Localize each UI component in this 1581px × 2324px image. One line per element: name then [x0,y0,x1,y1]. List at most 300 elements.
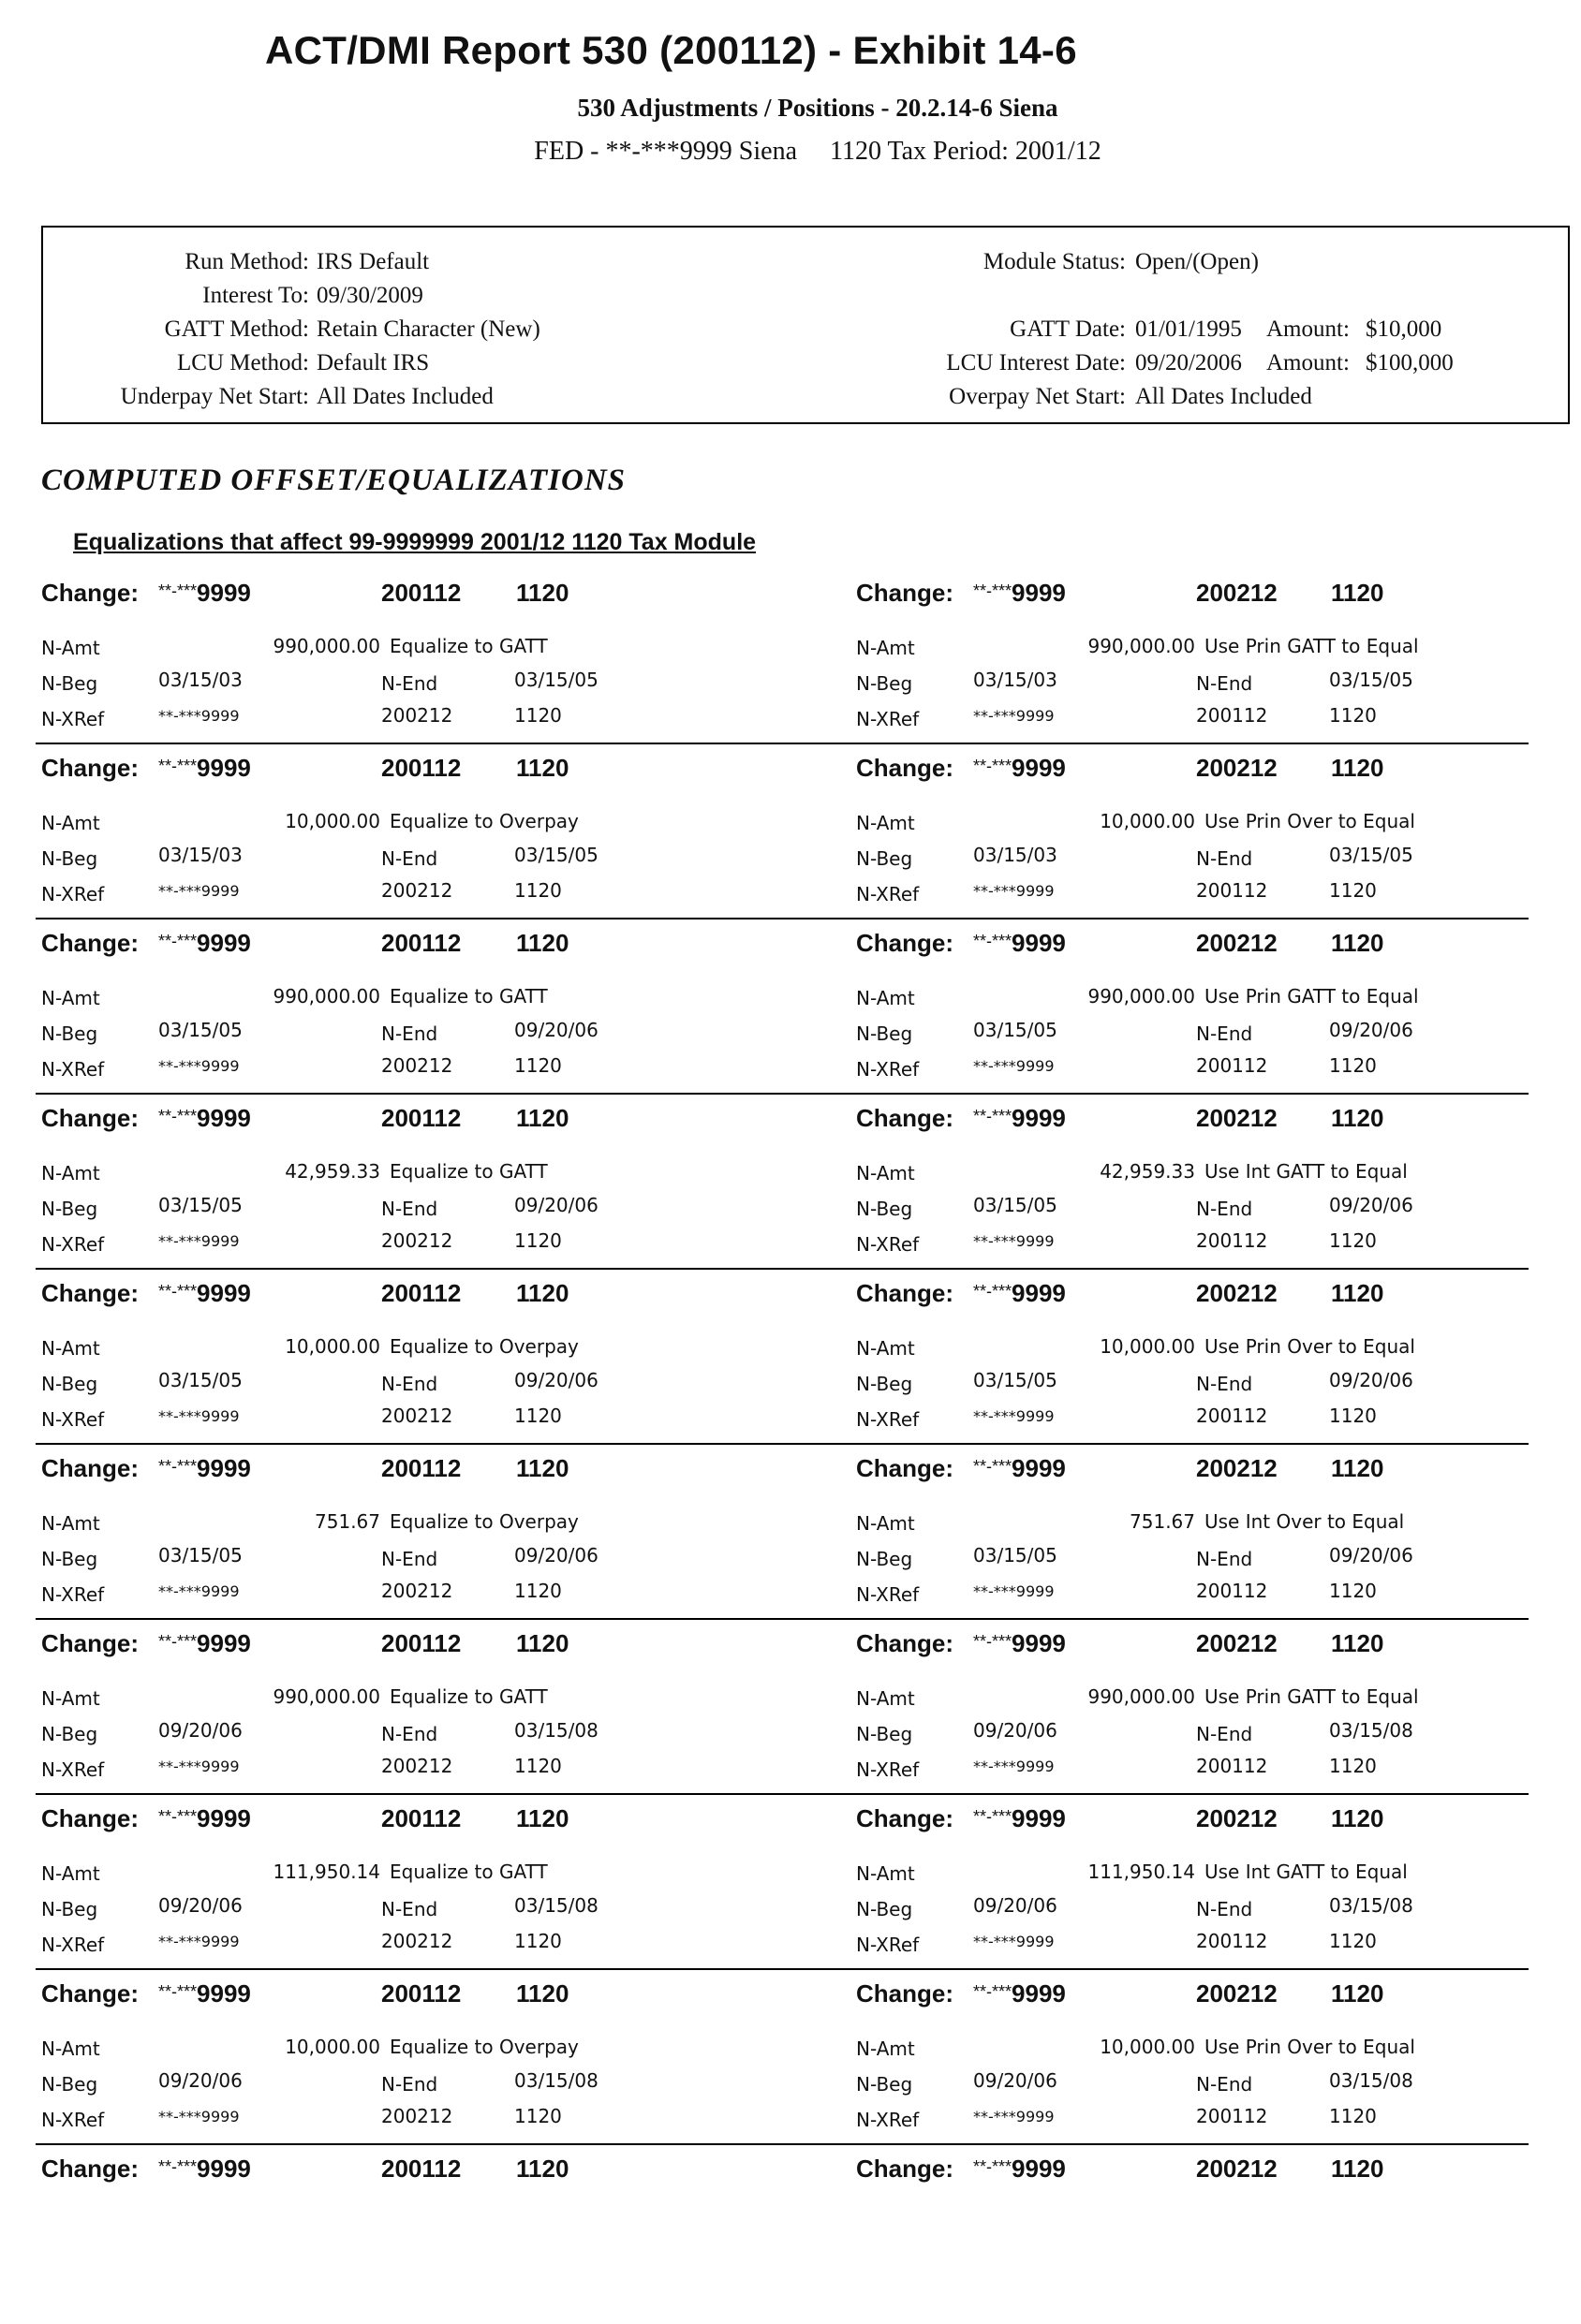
n-end-label: N-End [381,672,438,695]
change-period: 200212 [1196,1629,1278,1657]
n-beg-value: 03/15/05 [158,1369,243,1391]
change-period: 200212 [1196,1279,1278,1307]
n-beg-value: 09/20/06 [973,2069,1057,2092]
n-xref-tin: **-***9999 [158,1933,240,1950]
n-xref-period: 200212 [381,1229,453,1252]
n-end-label: N-End [381,1373,438,1395]
n-end-label: N-End [1196,1022,1253,1045]
n-beg-label: N-Beg [41,1022,98,1045]
n-end-value: 03/15/05 [1329,669,1413,691]
change-period: 200212 [1196,1454,1278,1482]
n-beg-value: 09/20/06 [158,1894,243,1917]
change-label: Change: [856,1104,953,1132]
n-end-value: 09/20/06 [514,1369,598,1391]
n-end-label: N-End [381,1198,438,1220]
change-period: 200112 [381,929,462,957]
tin-digits: 9999 [1012,579,1066,607]
n-amt-description: Use Int GATT to Equal [1204,1160,1408,1183]
tin-mask: **-*** [158,2157,198,2176]
n-beg-value: 03/15/05 [973,1194,1057,1216]
change-label: Change: [41,1804,139,1832]
change-period: 200112 [381,2155,462,2183]
n-end-value: 03/15/08 [514,1719,598,1742]
n-xref-form: 1120 [1329,879,1377,902]
n-end-value: 03/15/08 [1329,1894,1413,1917]
block-divider [36,918,1529,919]
change-left [41,1624,828,1799]
n-beg-label: N-Beg [856,1373,913,1395]
change-tin [973,1629,1066,1658]
n-xref-period: 200212 [381,1930,453,1952]
n-xref-period: 200212 [381,2105,453,2127]
change-right [856,573,1581,748]
n-beg-label: N-Beg [856,1548,913,1570]
equalization-block [0,1974,1581,2149]
n-beg-label: N-Beg [41,1198,98,1220]
n-amt-label: N-Amt [856,1512,915,1535]
n-amt-label: N-Amt [856,637,915,659]
n-amt-description: Equalize to Overpay [390,1510,579,1533]
interest-to-value: 09/30/2009 [317,283,423,308]
n-amt-description: Equalize to GATT [390,985,548,1008]
change-right [856,923,1581,1098]
change-tin [158,1804,251,1833]
overpay-value: All Dates Included [1135,384,1312,409]
change-label: Change: [856,1454,953,1482]
tin-mask: **-*** [158,1457,198,1476]
equalization-block [0,1799,1581,1974]
n-xref-period: 200212 [381,1580,453,1602]
change-right [856,1624,1581,1799]
n-amt-description: Use Prin Over to Equal [1204,1335,1415,1358]
n-xref-period: 200212 [381,1755,453,1777]
equalization-block [0,1624,1581,1799]
n-end-label: N-End [381,1723,438,1745]
n-amt-value: 990,000.00 [1087,985,1195,1008]
n-xref-label: N-XRef [856,2109,920,2131]
equalization-block [0,1098,1581,1273]
n-beg-value: 03/15/03 [973,844,1057,866]
tin-digits: 9999 [1012,929,1066,957]
n-amt-description: Equalize to GATT [390,1685,548,1708]
n-end-value: 09/20/06 [1329,1369,1413,1391]
lcu-amount-value: $100,000 [1366,350,1454,375]
n-xref-label: N-XRef [41,708,105,730]
n-amt-label: N-Amt [41,1512,100,1535]
n-xref-period: 200112 [1196,704,1268,727]
n-xref-tin: **-***9999 [973,1407,1055,1425]
n-xref-form: 1120 [1329,2105,1377,2127]
tin-digits: 9999 [1012,1629,1066,1657]
change-form: 1120 [1331,1979,1384,2008]
change-left [41,2149,828,2324]
tin-mask: **-*** [973,932,1012,950]
change-tin [973,1454,1066,1483]
lcu-date-label: LCU Interest Date: [946,350,1126,375]
n-xref-form: 1120 [1329,1229,1377,1252]
change-form: 1120 [516,929,569,957]
n-xref-form: 1120 [514,704,562,727]
n-end-label: N-End [1196,1198,1253,1220]
n-xref-label: N-XRef [856,1233,920,1256]
lcu-date-value: 09/20/2006 [1135,350,1242,375]
n-amt-description: Use Prin Over to Equal [1204,810,1415,832]
change-form: 1120 [516,2155,569,2183]
change-left [41,1273,828,1449]
block-divider [36,1793,1529,1795]
block-divider [36,1093,1529,1095]
lcu-method-label: LCU Method: [177,350,309,375]
n-xref-tin: **-***9999 [973,1057,1055,1075]
n-end-value: 03/15/05 [514,844,598,866]
change-left [41,923,828,1098]
n-xref-period: 200212 [381,879,453,902]
n-xref-label: N-XRef [41,1233,105,1256]
n-amt-label: N-Amt [41,1687,100,1710]
n-end-value: 09/20/06 [1329,1194,1413,1216]
change-right [856,1974,1581,2149]
change-form: 1120 [1331,1454,1384,1482]
n-amt-value: 42,959.33 [285,1160,380,1183]
change-label: Change: [41,1104,139,1132]
n-xref-tin: **-***9999 [973,1758,1055,1775]
tin-mask: **-*** [973,1282,1012,1301]
n-xref-tin: **-***9999 [158,1407,240,1425]
tin-digits: 9999 [197,2155,251,2183]
n-xref-tin: **-***9999 [158,1582,240,1600]
change-period: 200212 [1196,2155,1278,2183]
n-beg-value: 09/20/06 [973,1894,1057,1917]
change-label: Change: [856,754,953,782]
n-end-value: 09/20/06 [1329,1544,1413,1566]
n-end-value: 09/20/06 [514,1194,598,1216]
n-end-label: N-End [1196,2073,1253,2096]
n-amt-value: 751.67 [1130,1510,1195,1533]
n-xref-label: N-XRef [41,1058,105,1081]
n-xref-tin: **-***9999 [158,707,240,725]
change-left [41,748,828,923]
gatt-method-value: Retain Character (New) [317,316,540,342]
n-beg-value: 09/20/06 [158,1719,243,1742]
n-amt-label: N-Amt [41,1162,100,1184]
n-amt-value: 10,000.00 [285,1335,380,1358]
n-end-label: N-End [1196,847,1253,870]
change-label: Change: [856,1804,953,1832]
tin-digits: 9999 [1012,2155,1066,2183]
run-parameters-box [41,226,1570,424]
n-amt-label: N-Amt [41,812,100,834]
change-right [856,1273,1581,1449]
change-tin [158,1454,251,1483]
n-beg-label: N-Beg [41,847,98,870]
n-xref-form: 1120 [1329,1405,1377,1427]
change-label: Change: [856,1629,953,1657]
overpay-label: Overpay Net Start: [949,384,1126,409]
equalization-block [0,748,1581,923]
n-beg-value: 03/15/03 [158,669,243,691]
change-period: 200212 [1196,1979,1278,2008]
n-beg-value: 03/15/03 [973,669,1057,691]
change-form: 1120 [1331,1279,1384,1307]
change-label: Change: [856,2155,953,2183]
report-title: ACT/DMI Report 530 (200112) - Exhibit 14-6 [265,28,1077,72]
equalization-block [0,573,1581,748]
n-xref-tin: **-***9999 [158,882,240,900]
change-tin [158,1104,251,1133]
n-xref-label: N-XRef [41,1583,105,1606]
n-end-label: N-End [1196,1898,1253,1920]
tin-digits: 9999 [197,1629,251,1657]
change-form: 1120 [1331,929,1384,957]
n-amt-description: Equalize to Overpay [390,2036,579,2058]
change-form: 1120 [1331,1104,1384,1132]
gatt-method-label: GATT Method: [164,316,309,342]
change-label: Change: [41,754,139,782]
tin-mask: **-*** [158,581,198,600]
n-end-value: 03/15/05 [514,669,598,691]
change-form: 1120 [516,579,569,607]
change-label: Change: [856,929,953,957]
n-end-label: N-End [381,847,438,870]
n-end-label: N-End [1196,1373,1253,1395]
change-period: 200112 [381,1104,462,1132]
n-end-value: 03/15/05 [1329,844,1413,866]
n-end-label: N-End [381,1898,438,1920]
n-amt-value: 751.67 [315,1510,380,1533]
section-heading: COMPUTED OFFSET/EQUALIZATIONS [41,463,627,497]
tin-mask: **-*** [973,757,1012,775]
n-xref-form: 1120 [514,1405,562,1427]
n-xref-tin: **-***9999 [158,2108,240,2125]
change-period: 200112 [381,579,462,607]
n-xref-label: N-XRef [856,1408,920,1431]
change-right [856,748,1581,923]
n-end-label: N-End [1196,1723,1253,1745]
change-label: Change: [856,579,953,607]
change-tin [973,754,1066,783]
n-beg-label: N-Beg [856,672,913,695]
n-amt-value: 990,000.00 [273,635,380,657]
n-beg-label: N-Beg [41,1548,98,1570]
equalization-block [0,1273,1581,1449]
change-form: 1120 [1331,579,1384,607]
n-amt-value: 10,000.00 [1100,2036,1195,2058]
n-amt-value: 111,950.14 [1087,1861,1195,1883]
n-beg-label: N-Beg [41,1373,98,1395]
block-divider [36,1968,1529,1970]
n-xref-tin: **-***9999 [158,1057,240,1075]
tin-mask: **-*** [158,1107,198,1125]
n-amt-description: Use Prin GATT to Equal [1204,1685,1419,1708]
tin-digits: 9999 [1012,1279,1066,1307]
tin-digits: 9999 [1012,1104,1066,1132]
change-form: 1120 [516,1979,569,2008]
n-beg-label: N-Beg [856,1198,913,1220]
n-xref-form: 1120 [514,1580,562,1602]
n-xref-tin: **-***9999 [158,1758,240,1775]
n-beg-value: 03/15/05 [973,1019,1057,1041]
n-xref-tin: **-***9999 [973,1933,1055,1950]
n-xref-period: 200112 [1196,1930,1268,1952]
equalization-subheading: Equalizations that affect 99-9999999 2001/12 1120 Tax Module [73,529,757,555]
n-beg-label: N-Beg [856,2073,913,2096]
change-tin [973,1804,1066,1833]
tin-digits: 9999 [197,929,251,957]
n-xref-tin: **-***9999 [973,2108,1055,2125]
change-period: 200212 [1196,1804,1278,1832]
change-form: 1120 [1331,1629,1384,1657]
change-label: Change: [41,1454,139,1482]
block-divider [36,743,1529,744]
n-amt-label: N-Amt [856,812,915,834]
n-beg-value: 03/15/05 [158,1544,243,1566]
n-amt-label: N-Amt [856,2037,915,2060]
n-beg-label: N-Beg [856,1898,913,1920]
lcu-amount-label: Amount: [1266,350,1350,375]
gatt-amount-label: Amount: [1266,316,1350,342]
change-form: 1120 [1331,2155,1384,2183]
run-method-value: IRS Default [317,249,430,274]
n-xref-form: 1120 [1329,704,1377,727]
n-amt-value: 10,000.00 [285,2036,380,2058]
tin-mask: **-*** [158,932,198,950]
n-beg-value: 03/15/05 [158,1019,243,1041]
block-divider [36,1618,1529,1620]
change-tin [158,1979,251,2008]
n-end-label: N-End [381,1022,438,1045]
change-period: 200112 [381,1629,462,1657]
n-beg-label: N-Beg [41,2073,98,2096]
n-end-value: 03/15/08 [514,1894,598,1917]
module-status-label: Module Status: [983,249,1126,274]
block-divider [36,1443,1529,1445]
report-subtitle: 530 Adjustments / Positions - 20.2.14-6 Siena [577,94,1058,122]
n-end-label: N-End [1196,672,1253,695]
n-amt-description: Equalize to Overpay [390,810,579,832]
change-period: 200212 [1196,579,1278,607]
n-amt-description: Equalize to GATT [390,635,548,657]
n-xref-label: N-XRef [41,2109,105,2131]
n-xref-period: 200112 [1196,1054,1268,1077]
n-xref-period: 200112 [1196,2105,1268,2127]
n-amt-value: 10,000.00 [285,810,380,832]
change-form: 1120 [1331,754,1384,782]
tin-mask: **-*** [973,1807,1012,1826]
tin-mask: **-*** [973,1982,1012,2001]
n-xref-period: 200112 [1196,1755,1268,1777]
tin-mask: **-*** [973,1107,1012,1125]
equalization-block [0,1449,1581,1624]
lcu-method-value: Default IRS [317,350,430,375]
n-beg-value: 03/15/03 [158,844,243,866]
n-beg-value: 09/20/06 [158,2069,243,2092]
change-tin [973,2155,1066,2184]
n-xref-tin: **-***9999 [973,1582,1055,1600]
n-xref-label: N-XRef [41,1934,105,1956]
tin-digits: 9999 [197,1104,251,1132]
n-amt-label: N-Amt [41,2037,100,2060]
change-label: Change: [856,1279,953,1307]
n-beg-value: 03/15/05 [158,1194,243,1216]
change-period: 200112 [381,1804,462,1832]
change-left [41,1449,828,1624]
change-tin [158,1279,251,1308]
tin-digits: 9999 [1012,1979,1066,2008]
n-xref-tin: **-***9999 [973,1232,1055,1250]
tin-mask: **-*** [158,1982,198,2001]
n-beg-label: N-Beg [41,1723,98,1745]
change-form: 1120 [516,1804,569,1832]
n-amt-value: 111,950.14 [273,1861,380,1883]
change-left [41,1098,828,1273]
change-period: 200212 [1196,754,1278,782]
tin-mask: **-*** [158,1632,198,1651]
n-beg-label: N-Beg [856,1723,913,1745]
change-right [856,2149,1581,2324]
change-period: 200112 [381,1279,462,1307]
n-end-value: 09/20/06 [514,1544,598,1566]
n-end-value: 09/20/06 [1329,1019,1413,1041]
n-amt-description: Equalize to GATT [390,1160,548,1183]
n-xref-period: 200112 [1196,879,1268,902]
change-tin [973,929,1066,958]
tin-mask: **-*** [973,2157,1012,2176]
module-status-value: Open/(Open) [1135,249,1259,274]
n-xref-tin: **-***9999 [973,882,1055,900]
n-xref-label: N-XRef [856,1583,920,1606]
n-amt-label: N-Amt [41,1337,100,1360]
n-beg-value: 03/15/05 [973,1369,1057,1391]
tin-digits: 9999 [1012,754,1066,782]
n-end-label: N-End [381,2073,438,2096]
tin-digits: 9999 [197,754,251,782]
tin-mask: **-*** [158,1282,198,1301]
n-beg-label: N-Beg [856,1022,913,1045]
tin-digits: 9999 [197,579,251,607]
change-tin [158,754,251,783]
change-right [856,1449,1581,1624]
change-form: 1120 [516,1629,569,1657]
n-amt-value: 10,000.00 [1100,1335,1195,1358]
n-xref-label: N-XRef [856,708,920,730]
n-amt-value: 10,000.00 [1100,810,1195,832]
change-label: Change: [41,1279,139,1307]
n-amt-label: N-Amt [41,637,100,659]
equalization-block [0,923,1581,1098]
n-amt-description: Use Prin Over to Equal [1204,2036,1415,2058]
n-xref-tin: **-***9999 [973,707,1055,725]
n-xref-form: 1120 [514,1755,562,1777]
change-period: 200112 [381,1979,462,2008]
n-xref-tin: **-***9999 [158,1232,240,1250]
tin-digits: 9999 [197,1279,251,1307]
tin-digits: 9999 [1012,1804,1066,1832]
change-left [41,1799,828,1974]
n-xref-label: N-XRef [41,1408,105,1431]
change-label: Change: [41,579,139,607]
n-xref-label: N-XRef [41,883,105,905]
gatt-date-label: GATT Date: [1010,316,1126,342]
n-amt-label: N-Amt [856,1337,915,1360]
n-end-value: 09/20/06 [514,1019,598,1041]
tin-mask: **-*** [973,1457,1012,1476]
tin-digits: 9999 [197,1804,251,1832]
n-amt-label: N-Amt [856,1687,915,1710]
tin-digits: 9999 [1012,1454,1066,1482]
change-tin [158,929,251,958]
n-xref-form: 1120 [514,1054,562,1077]
n-end-value: 03/15/08 [1329,1719,1413,1742]
